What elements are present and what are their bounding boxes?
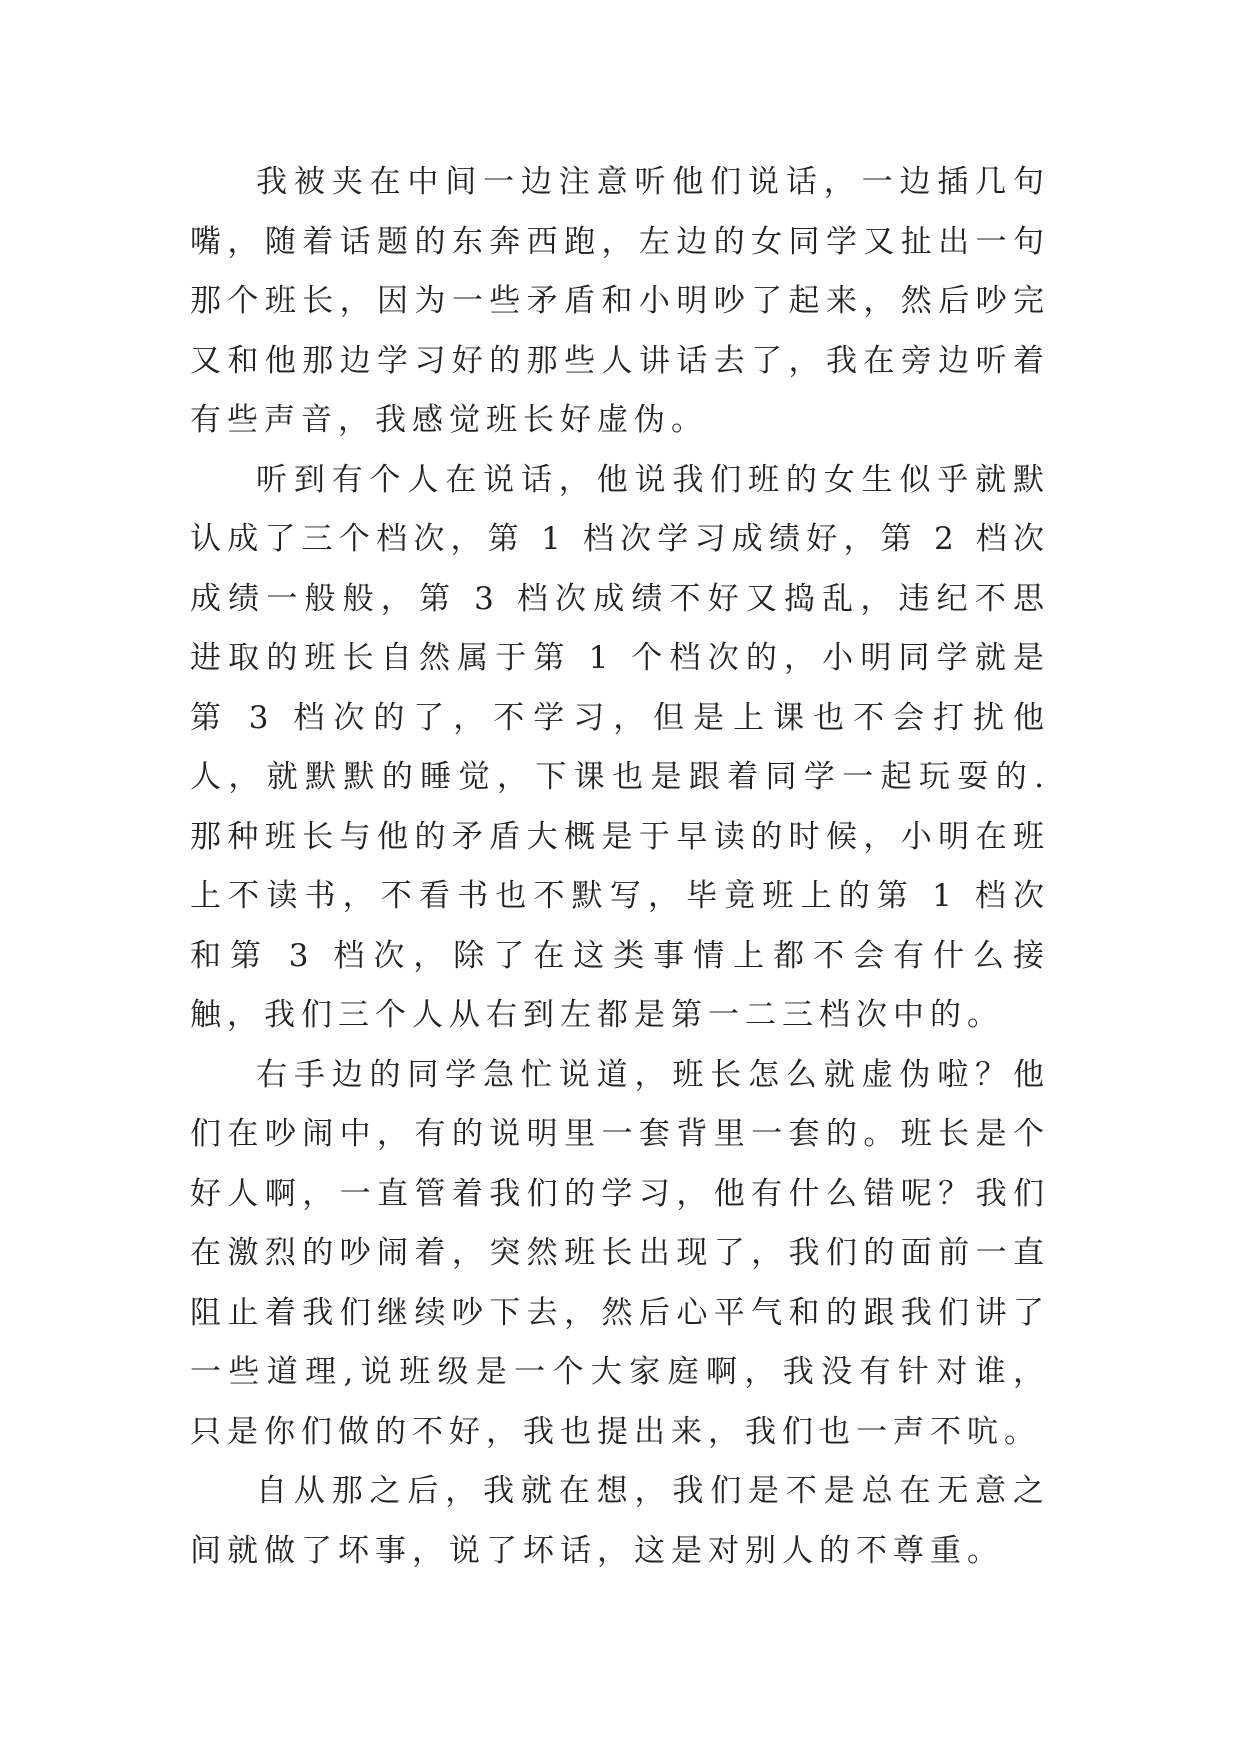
document-body (190, 153, 1050, 1581)
paragraph-2: 听到有个人在说话，他说我们班的女生似乎就默认成了三个档次，第 1 档次学习成绩好，第 2 档次成绩一般般，第 3 档次成绩不好又捣乱，违纪不思进取的班长自然属于第 1 个档次的，小明同学就是第 3 档次的了，不学习，但是上课也不会打扰他人，就默默的睡觉，下课也是跟着同学一起玩耍的.那种班长与他的矛盾大概是于早读的时候，小明在班上不读书，不看书也不默写，毕竟班上的第 1 档次和第 3 档次，除了在这类事情上都不会有什么接触，我们三个人从右到左都是第一二三档次中的。 (190, 461, 1050, 1033)
paragraph-3: 右手边的同学急忙说道，班长怎么就虚伪啦？他们在吵闹中，有的说明里一套背里一套的。班长是个好人啊，一直管着我们的学习，他有什么错呢？我们在激烈的吵闹着，突然班长出现了，我们的面前一直阻止着我们继续吵下去，然后心平气和的跟我们讲了一些道理,说班级是一个大家庭啊，我没有针对谁，只是你们做的不好，我也提出来，我们也一声不吭。 (190, 1056, 1050, 1450)
paragraph-4: 自从那之后，我就在想，我们是不是总在无意之间就做了坏事，说了坏话，这是对别人的不尊重。 (190, 1473, 1050, 1569)
paragraph-1: 我被夹在中间一边注意听他们说话，一边插几句嘴，随着话题的东奔西跑，左边的女同学又扯出一句那个班长，因为一些矛盾和小明吵了起来，然后吵完又和他那边学习好的那些人讲话去了，我在旁边听着有些声音，我感觉班长好虚伪。 (190, 164, 1050, 438)
